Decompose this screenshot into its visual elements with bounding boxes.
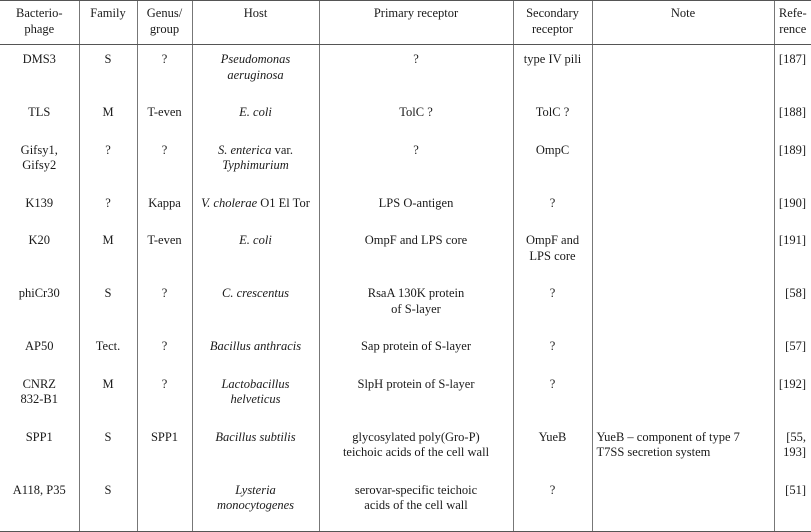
cell-host bbox=[192, 97, 319, 135]
cell-bacteriophage bbox=[0, 278, 79, 331]
header-note: Note bbox=[592, 1, 774, 45]
cell-genus bbox=[137, 475, 192, 532]
cell-family: M bbox=[79, 225, 137, 278]
table-row bbox=[0, 97, 811, 135]
cell-secondary-receptor bbox=[513, 369, 592, 422]
cell-bacteriophage bbox=[0, 188, 79, 226]
cell-genus: T-even bbox=[137, 225, 192, 278]
cell-family: S bbox=[79, 475, 137, 532]
cell-line: glycosylated poly(Gro-P) bbox=[352, 429, 480, 444]
cell-line: [189] bbox=[778, 142, 806, 157]
cell-note bbox=[592, 422, 774, 475]
cell-line: [190] bbox=[778, 195, 806, 210]
cell-reference bbox=[774, 188, 811, 226]
cell-bacteriophage bbox=[0, 331, 79, 369]
cell-bacteriophage bbox=[0, 422, 79, 475]
cell-line: [188] bbox=[778, 105, 806, 119]
cell-line: K139 bbox=[25, 195, 54, 210]
cell-reference bbox=[774, 278, 811, 331]
cell-line: S. enterica var. bbox=[218, 142, 293, 157]
cell-family: S bbox=[79, 278, 137, 331]
cell-line: helveticus bbox=[230, 392, 281, 406]
cell-note bbox=[592, 369, 774, 422]
cell-bacteriophage bbox=[0, 45, 79, 98]
cell-line: CNRZ bbox=[22, 376, 56, 391]
cell-line: OmpF and LPS core bbox=[364, 233, 468, 247]
cell-family: ? bbox=[79, 188, 137, 226]
cell-bacteriophage bbox=[0, 135, 79, 188]
cell-line: LPS core bbox=[529, 248, 576, 263]
cell-family: Tect. bbox=[79, 331, 137, 369]
cell-line: Lactobacillus bbox=[221, 376, 290, 391]
table-body bbox=[0, 45, 811, 532]
cell-note bbox=[592, 278, 774, 331]
cell-family: S bbox=[79, 45, 137, 98]
table-row bbox=[0, 331, 811, 369]
cell-secondary-receptor bbox=[513, 422, 592, 475]
table-row bbox=[0, 422, 811, 475]
cell-line: RsaA 130K protein bbox=[367, 286, 465, 300]
cell-line: type IV pili bbox=[523, 52, 582, 66]
cell-genus: ? bbox=[137, 369, 192, 422]
cell-primary-receptor bbox=[319, 225, 513, 278]
cell-reference bbox=[774, 422, 811, 475]
header-genus-group: Genus/ group bbox=[137, 1, 192, 45]
cell-line: Bacillus anthracis bbox=[209, 339, 302, 353]
cell-note bbox=[592, 135, 774, 188]
cell-primary-receptor bbox=[319, 331, 513, 369]
cell-bacteriophage bbox=[0, 475, 79, 532]
cell-note bbox=[592, 188, 774, 226]
cell-secondary-receptor bbox=[513, 331, 592, 369]
cell-note bbox=[592, 331, 774, 369]
cell-line: ? bbox=[413, 142, 419, 157]
cell-line: [191] bbox=[778, 233, 806, 247]
cell-secondary-receptor bbox=[513, 278, 592, 331]
cell-line: [51] bbox=[785, 482, 806, 497]
cell-line: TolC ? bbox=[535, 105, 570, 119]
header-reference: Refe- rence bbox=[774, 1, 811, 45]
cell-line: monocytogenes bbox=[216, 498, 295, 512]
cell-line: phiCr30 bbox=[18, 286, 60, 300]
cell-secondary-receptor bbox=[513, 97, 592, 135]
cell-secondary-receptor bbox=[513, 45, 592, 98]
header-secondary-receptor: Secondary receptor bbox=[513, 1, 592, 45]
cell-line: serovar-specific teichoic bbox=[354, 482, 478, 497]
cell-line: A118, P35 bbox=[12, 482, 66, 497]
cell-line: of S-layer bbox=[391, 301, 441, 316]
cell-line: ? bbox=[549, 339, 556, 353]
cell-line: ? bbox=[549, 482, 556, 497]
cell-line: Sap protein of S-layer bbox=[360, 339, 472, 353]
cell-genus: ? bbox=[137, 135, 192, 188]
cell-line: aeruginosa bbox=[227, 67, 284, 82]
cell-host bbox=[192, 45, 319, 98]
cell-line: ? bbox=[549, 286, 556, 300]
cell-line: AP50 bbox=[25, 339, 54, 353]
table-row bbox=[0, 188, 811, 226]
cell-reference bbox=[774, 45, 811, 98]
cell-line: [58] bbox=[785, 286, 806, 300]
cell-line: acids of the cell wall bbox=[364, 498, 468, 512]
cell-line: E. coli bbox=[239, 233, 272, 247]
cell-family: M bbox=[79, 97, 137, 135]
cell-note bbox=[592, 45, 774, 98]
cell-host bbox=[192, 225, 319, 278]
cell-primary-receptor bbox=[319, 45, 513, 98]
cell-line: ? bbox=[549, 195, 556, 210]
cell-family: S bbox=[79, 422, 137, 475]
cell-host bbox=[192, 422, 319, 475]
cell-line: Lysteria bbox=[235, 482, 276, 497]
cell-line: LPS O-antigen bbox=[378, 195, 454, 210]
header-primary-receptor: Primary receptor bbox=[319, 1, 513, 45]
cell-note bbox=[592, 475, 774, 532]
cell-line: ? bbox=[549, 376, 556, 391]
cell-host bbox=[192, 475, 319, 532]
cell-secondary-receptor bbox=[513, 188, 592, 226]
cell-line: YueB bbox=[538, 429, 567, 444]
cell-reference bbox=[774, 475, 811, 532]
cell-line: K20 bbox=[28, 233, 51, 247]
cell-secondary-receptor bbox=[513, 475, 592, 532]
cell-primary-receptor bbox=[319, 369, 513, 422]
cell-genus: Kappa bbox=[137, 188, 192, 226]
cell-bacteriophage bbox=[0, 369, 79, 422]
cell-line: TLS bbox=[28, 105, 51, 119]
cell-genus: ? bbox=[137, 45, 192, 98]
table-row bbox=[0, 225, 811, 278]
cell-primary-receptor bbox=[319, 188, 513, 226]
cell-line: V. cholerae O1 El Tor bbox=[201, 195, 310, 210]
cell-secondary-receptor bbox=[513, 225, 592, 278]
cell-line: Gifsy2 bbox=[22, 158, 57, 172]
cell-genus: T-even bbox=[137, 97, 192, 135]
cell-primary-receptor bbox=[319, 475, 513, 532]
cell-primary-receptor bbox=[319, 97, 513, 135]
cell-bacteriophage bbox=[0, 97, 79, 135]
cell-host bbox=[192, 188, 319, 226]
cell-line: teichoic acids of the cell wall bbox=[342, 445, 490, 459]
cell-line: Typhimurium bbox=[222, 158, 289, 172]
cell-line: 193] bbox=[783, 445, 806, 459]
cell-line: YueB – component of type 7 bbox=[596, 429, 740, 444]
cell-reference bbox=[774, 97, 811, 135]
cell-line: DMS3 bbox=[22, 52, 56, 66]
cell-host bbox=[192, 278, 319, 331]
cell-reference bbox=[774, 225, 811, 278]
cell-line: SPP1 bbox=[25, 429, 53, 444]
cell-family: M bbox=[79, 369, 137, 422]
cell-secondary-receptor bbox=[513, 135, 592, 188]
cell-line: ? bbox=[413, 52, 419, 66]
cell-host bbox=[192, 369, 319, 422]
table-row bbox=[0, 369, 811, 422]
cell-line: T7SS secretion system bbox=[596, 445, 711, 459]
cell-line: [187] bbox=[778, 52, 806, 66]
cell-line: OmpC bbox=[535, 142, 570, 157]
cell-primary-receptor bbox=[319, 422, 513, 475]
cell-note bbox=[592, 97, 774, 135]
cell-line: E. coli bbox=[239, 105, 272, 119]
cell-line: Gifsy1, bbox=[20, 142, 58, 157]
cell-line: OmpF and bbox=[525, 233, 580, 247]
table-row bbox=[0, 278, 811, 331]
cell-genus: ? bbox=[137, 278, 192, 331]
cell-reference bbox=[774, 331, 811, 369]
cell-primary-receptor bbox=[319, 278, 513, 331]
cell-note bbox=[592, 225, 774, 278]
cell-bacteriophage bbox=[0, 225, 79, 278]
cell-line: 832-B1 bbox=[20, 392, 58, 406]
header-host: Host bbox=[192, 1, 319, 45]
table-row bbox=[0, 135, 811, 188]
cell-reference bbox=[774, 369, 811, 422]
cell-line: TolC ? bbox=[399, 105, 433, 119]
cell-host bbox=[192, 135, 319, 188]
cell-line: [57] bbox=[785, 339, 806, 353]
cell-genus: ? bbox=[137, 331, 192, 369]
cell-family: ? bbox=[79, 135, 137, 188]
cell-line: [192] bbox=[778, 376, 806, 391]
cell-line: [55, bbox=[786, 429, 806, 444]
cell-genus: SPP1 bbox=[137, 422, 192, 475]
cell-reference bbox=[774, 135, 811, 188]
table-row bbox=[0, 475, 811, 532]
cell-primary-receptor bbox=[319, 135, 513, 188]
header-family: Family bbox=[79, 1, 137, 45]
table-row bbox=[0, 45, 811, 98]
cell-line: Bacillus subtilis bbox=[215, 429, 296, 444]
header-bacteriophage: Bacterio- phage bbox=[0, 1, 79, 45]
cell-line: SlpH protein of S-layer bbox=[357, 376, 475, 391]
header-row bbox=[0, 1, 811, 45]
cell-line: C. crescentus bbox=[222, 286, 289, 300]
cell-host bbox=[192, 331, 319, 369]
cell-line: Pseudomonas bbox=[220, 52, 291, 66]
